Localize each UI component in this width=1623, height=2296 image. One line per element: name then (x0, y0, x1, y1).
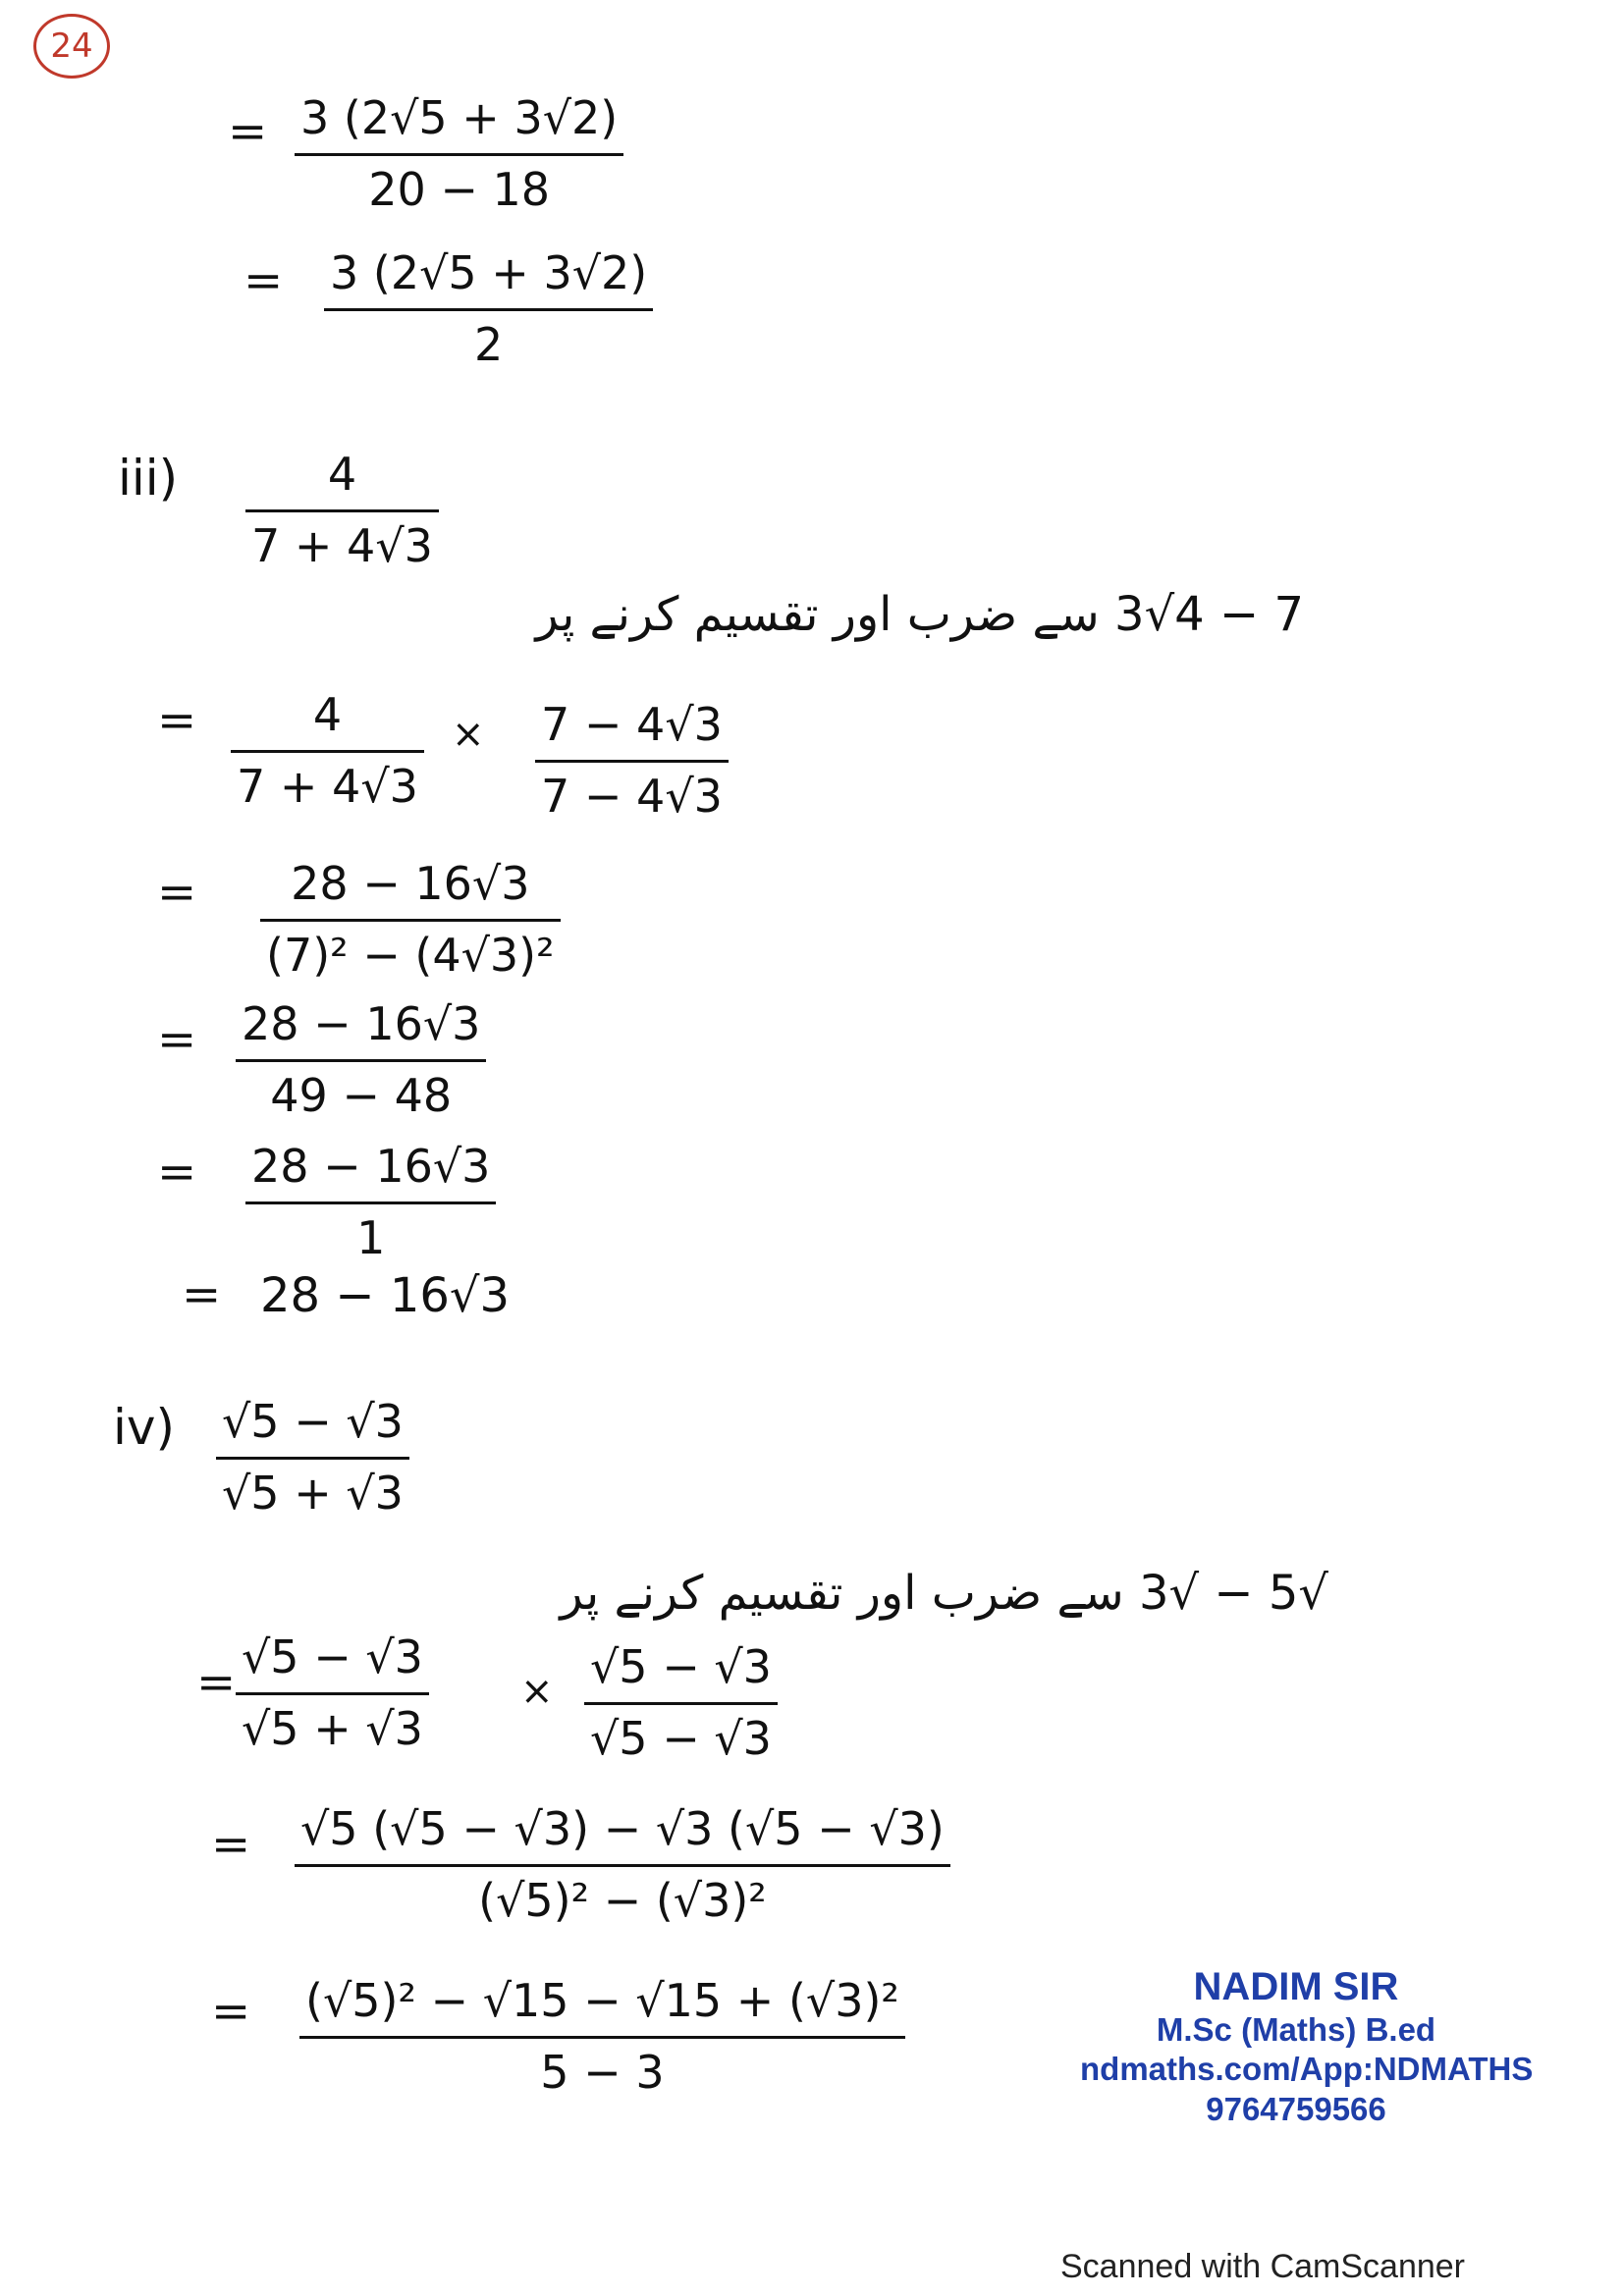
denominator: 1 (356, 1210, 386, 1264)
fraction-bar (295, 153, 623, 156)
equals-sign: = (228, 104, 268, 159)
numerator: 28 − 16√3 (242, 997, 481, 1050)
stamp-website: ndmaths.com/App:NDMATHS (1080, 2051, 1534, 2088)
fraction-step-1 (295, 90, 623, 218)
stamp-qualification: M.Sc (Maths) B.ed (1156, 2011, 1436, 2048)
denominator: 20 − 18 (368, 162, 551, 216)
fraction-bar (584, 1702, 778, 1705)
multiply-right-fraction (584, 1639, 778, 1767)
numerator: (√5)² − √15 − √15 + (√3)² (305, 1974, 899, 2027)
fraction-step (299, 1973, 905, 2101)
numerator: √5 − √3 (222, 1395, 404, 1448)
denominator: 2 (473, 317, 504, 371)
equals-sign: = (157, 1145, 197, 1200)
denominator: 7 + 4√3 (251, 518, 433, 572)
page-number: 24 (33, 14, 110, 79)
stamp-name: NADIM SIR (1193, 1965, 1399, 2008)
fraction-step (260, 856, 561, 984)
numerator: 28 − 16√3 (251, 1140, 491, 1193)
multiply-left-fraction (231, 687, 424, 815)
fraction-bar (324, 308, 653, 311)
author-stamp (1080, 1963, 1534, 2129)
equals-sign: = (211, 1984, 251, 2039)
fraction-bar (236, 1059, 486, 1062)
denominator: √5 + √3 (242, 1701, 423, 1755)
stamp-phone: 9764759566 (1206, 2090, 1386, 2127)
question-fraction (245, 447, 439, 574)
numerator: 28 − 16√3 (291, 857, 530, 910)
multiply-sign: × (452, 712, 485, 757)
numerator: √5 (√5 − √3) − √3 (√5 − √3) (300, 1802, 945, 1855)
denominator: 7 + 4√3 (237, 759, 418, 813)
equals-sign: = (211, 1817, 251, 1872)
fraction-step (236, 996, 486, 1124)
urdu-note: 7 − 4√3 سے ضرب اور تقسیم کرنے پر (535, 587, 1304, 642)
equals-sign: = (157, 865, 197, 920)
urdu-note: √5 − √3 سے ضرب اور تقسیم کرنے پر (560, 1566, 1328, 1621)
numerator: 3 (2√5 + 3√2) (300, 91, 619, 144)
numerator: 4 (327, 448, 357, 501)
denominator: 49 − 48 (270, 1068, 453, 1122)
denominator: 5 − 3 (540, 2045, 665, 2099)
question-fraction (216, 1394, 409, 1522)
multiply-left-fraction (236, 1629, 429, 1757)
equals-sign: = (196, 1655, 237, 1710)
equals-sign: = (157, 693, 197, 748)
equals-sign: = (157, 1012, 197, 1067)
part-label: iv) (113, 1399, 175, 1456)
final-result: 28 − 16√3 (260, 1268, 511, 1323)
fraction-bar (295, 1864, 950, 1867)
multiply-right-fraction (535, 697, 729, 825)
numerator: 4 (312, 688, 343, 741)
denominator: √5 − √3 (590, 1711, 772, 1765)
fraction-bar (231, 750, 424, 753)
scanner-footer: Scanned with CamScanner (1060, 2248, 1466, 2285)
denominator: √5 + √3 (222, 1466, 404, 1520)
numerator: √5 − √3 (242, 1630, 423, 1683)
fraction-step (245, 1139, 496, 1266)
fraction-bar (260, 919, 561, 922)
multiply-sign: × (520, 1669, 554, 1714)
denominator: (7)² − (4√3)² (266, 928, 555, 982)
part-label: iii) (118, 450, 179, 507)
fraction-bar (245, 509, 439, 512)
numerator: 7 − 4√3 (541, 698, 723, 751)
denominator: (√5)² − (√3)² (478, 1873, 767, 1927)
fraction-bar (216, 1457, 409, 1460)
fraction-bar (236, 1692, 429, 1695)
fraction-bar (299, 2036, 905, 2039)
equals-sign: = (182, 1267, 222, 1322)
fraction-step (295, 1801, 950, 1929)
fraction-bar (535, 760, 729, 763)
numerator: √5 − √3 (590, 1640, 772, 1693)
fraction-step-2 (324, 245, 653, 373)
equals-sign: = (243, 253, 284, 308)
numerator: 3 (2√5 + 3√2) (330, 246, 648, 299)
fraction-bar (245, 1201, 496, 1204)
denominator: 7 − 4√3 (541, 769, 723, 823)
